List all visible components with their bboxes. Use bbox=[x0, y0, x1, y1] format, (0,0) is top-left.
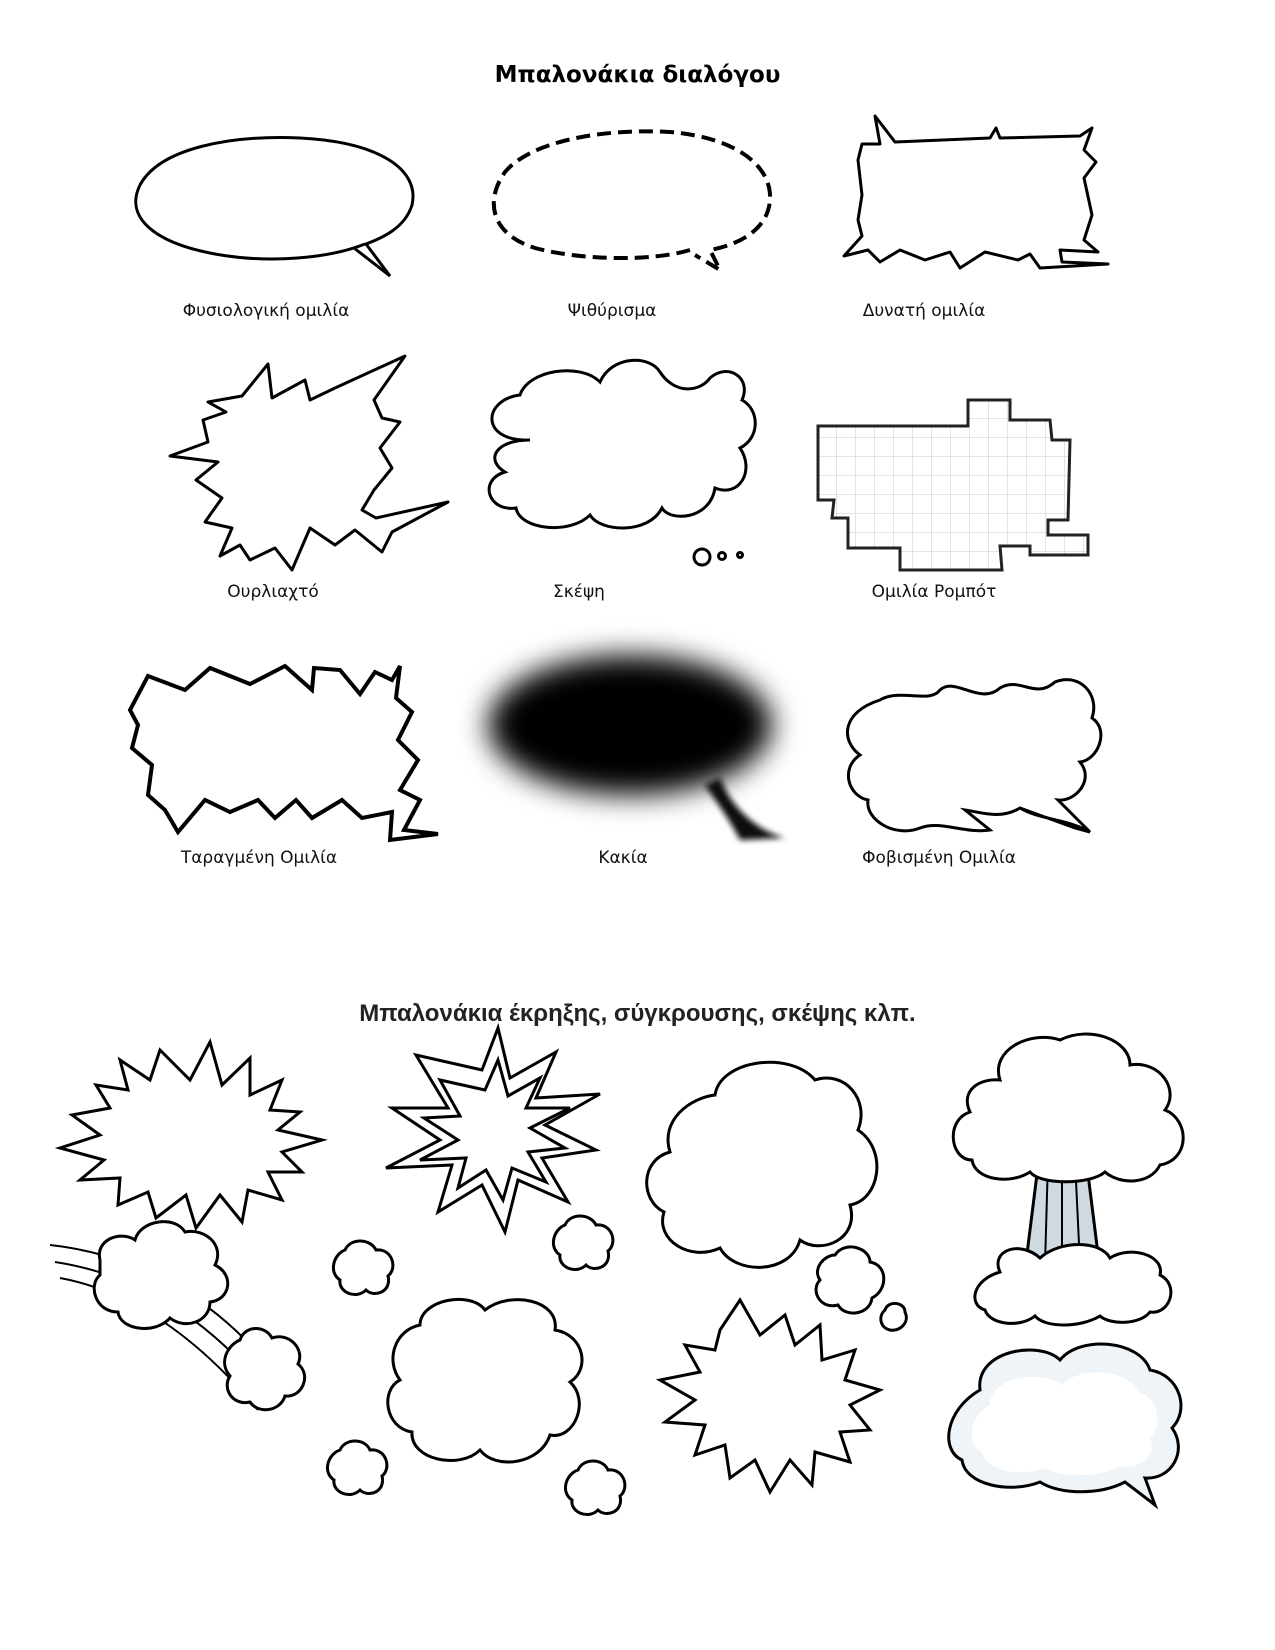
smoke-puff-icon bbox=[327, 1216, 624, 1515]
caption-normal-speech: Φυσιολογική ομιλία bbox=[182, 301, 350, 321]
section-title-explosion: Μπαλονάκια έκρηξης, σύγκρουσης, σκέψης κλπ. bbox=[359, 1000, 916, 1027]
grid-robot-bubble-icon bbox=[818, 400, 1088, 570]
spiky-bubble-icon bbox=[660, 1300, 880, 1492]
star-burst-icon bbox=[386, 1028, 600, 1232]
caption-whisper: Ψιθύρισμα bbox=[567, 301, 657, 321]
mushroom-cloud-icon bbox=[953, 1034, 1183, 1325]
caption-agitated-speech: Ταραγμένη Ομιλία bbox=[180, 848, 338, 868]
caption-loud-speech: Δυνατή ομιλία bbox=[862, 301, 986, 321]
section-title-dialogue: Μπαλονάκια διαλόγου bbox=[494, 62, 781, 88]
caption-malice: Κακία bbox=[598, 848, 648, 868]
caption-robot-speech: Ομιλία Ρομπότ bbox=[871, 582, 997, 602]
spiky-rectangle-bubble-icon bbox=[844, 116, 1108, 268]
dashed-speech-bubble-icon bbox=[494, 131, 770, 270]
burst-bubble-icon bbox=[170, 356, 448, 570]
spiky-explosion-icon bbox=[60, 1042, 322, 1228]
cloud-thought-icon bbox=[647, 1062, 907, 1330]
ink-blot-bubble-icon bbox=[488, 655, 785, 840]
cloud-speech-icon bbox=[949, 1344, 1181, 1505]
oval-speech-bubble-icon bbox=[136, 138, 413, 276]
wavy-bubble-icon bbox=[847, 680, 1100, 832]
caption-scream: Ουρλιαχτό bbox=[227, 582, 319, 602]
jagged-bubble-icon bbox=[130, 666, 438, 840]
caption-scared-speech: Φοβισμένη Ομιλία bbox=[862, 848, 1016, 868]
smoke-trail-icon bbox=[50, 1222, 305, 1410]
thought-cloud-icon bbox=[489, 360, 755, 565]
caption-thought: Σκέψη bbox=[553, 582, 605, 602]
